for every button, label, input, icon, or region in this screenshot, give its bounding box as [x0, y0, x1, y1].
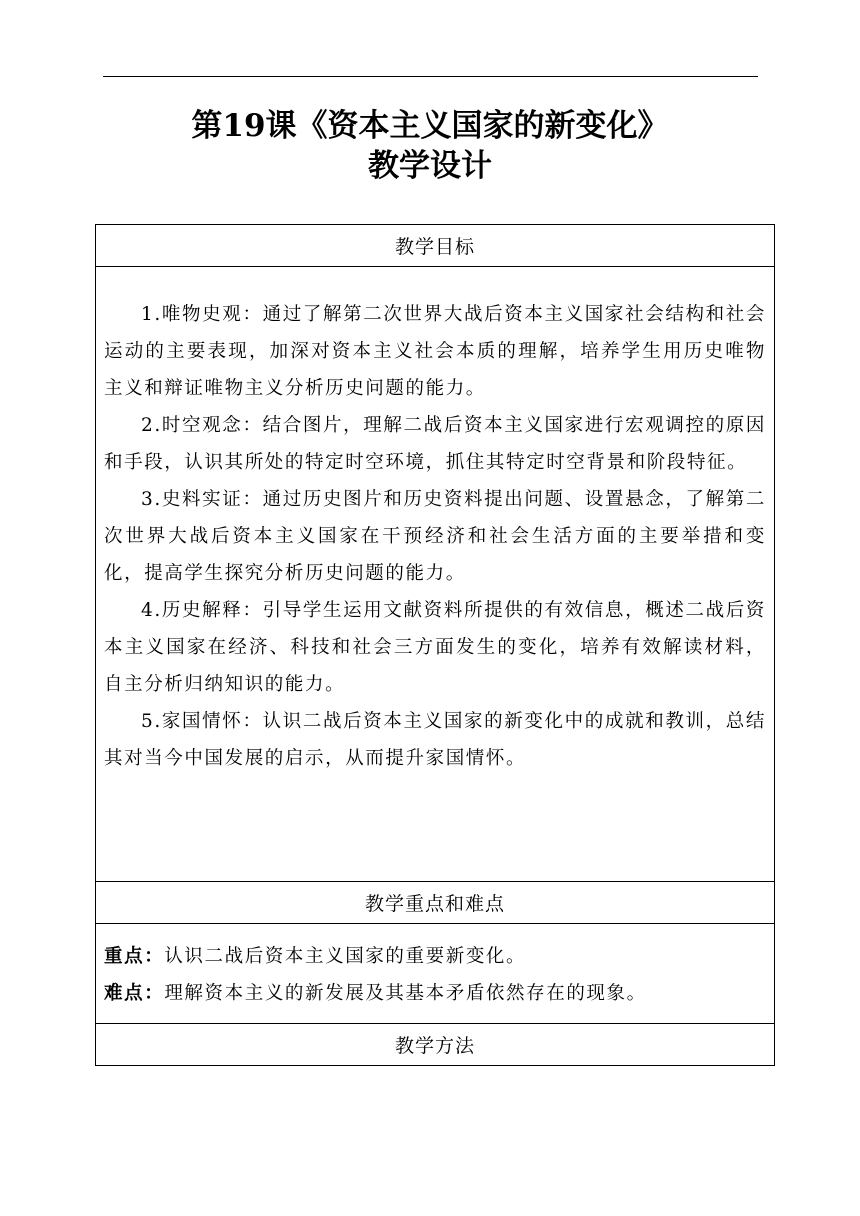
objective-paragraph: 3.史料实证：通过历史图片和历史资料提出问题、设置悬念，了解第二次世界大战后资本主义国家在干预经济和社会生活方面的主要举措和变化，提高学生探究分析历史问题的能力。 — [104, 489, 766, 584]
objectives-content — [96, 267, 775, 882]
focus-line — [104, 938, 766, 975]
difficulty-label: 难点： — [104, 983, 165, 1004]
focus-label: 重点： — [104, 946, 165, 967]
focus-text: 认识二战后资本主义国家的重要新变化。 — [164, 946, 527, 967]
lesson-plan-table — [95, 224, 775, 1066]
difficulty-line — [104, 975, 766, 1012]
objectives-heading: 教学目标 — [96, 225, 775, 267]
difficulty-text: 理解资本主义的新发展及其基本矛盾依然存在的现象。 — [164, 983, 647, 1004]
objective-paragraph: 1.唯物史观：通过了解第二次世界大战后资本主义国家社会结构和社会运动的主要表现，加深对资本主义社会本质的理解，培养学生用历史唯物主义和辩证唯物主义分析历史问题的能力。 — [104, 304, 766, 399]
key-points-heading: 教学重点和难点 — [96, 882, 775, 924]
key-points-content — [96, 924, 775, 1024]
methods-heading: 教学方法 — [96, 1024, 775, 1066]
document-title: 第19课《资本主义国家的新变化》 — [191, 108, 669, 144]
header-rule — [103, 76, 758, 77]
document-subtitle: 教学设计 — [368, 148, 492, 184]
objective-paragraph: 5.家国情怀：认识二战后资本主义国家的新变化中的成就和教训，总结其对当今中国发展的启示，从而提升家国情怀。 — [104, 711, 766, 769]
objective-paragraph: 4.历史解释：引导学生运用文献资料所提供的有效信息，概述二战后资本主义国家在经济、科技和社会三方面发生的变化，培养有效解读材料，自主分析归纳知识的能力。 — [104, 600, 766, 695]
objective-paragraph: 2.时空观念：结合图片，理解二战后资本主义国家进行宏观调控的原因和手段，认识其所处的特定时空环境，抓住其特定时空背景和阶段特征。 — [104, 415, 766, 473]
